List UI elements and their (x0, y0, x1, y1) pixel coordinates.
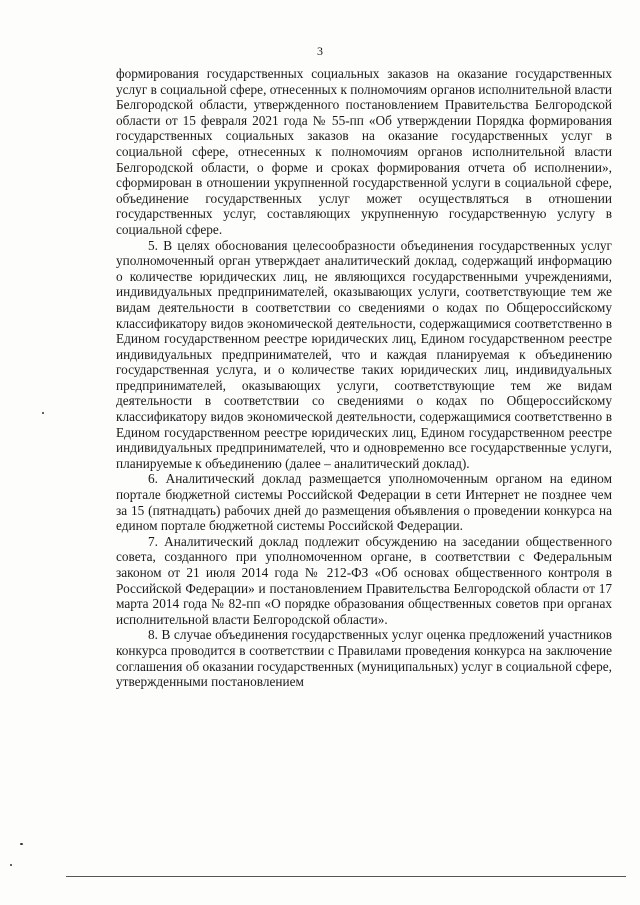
paragraph-8: 8. В случае объединения государственных услуг оценка предложений участников конкурса проводится в соответствии с Правилами проведения конкурса на заключение соглашения об оказании государственных (муниципальных) услуг в социальной сфере, утвержденными постановлением (116, 627, 612, 690)
scan-speck (42, 412, 44, 414)
page-number: 3 (317, 44, 323, 58)
paragraph-continuation: формирования государственных социальных заказов на оказание государственных услуг в социальной сфере, отнесенных к полномочиям органов исполнительной власти Белгородской области, утвержденного постановлением Правительства Белгородской области от 15 февраля 2021 года № 55-пп «Об утверждении Порядка формирования государственных социальных заказов на оказание государственных услуг в социальной сфере, отнесенных к полномочиям органов исполнительной власти Белгородской области, о форме и сроках формирования отчета об исполнении», сформирован в отношении укрупненной государственной услуги в социальной сфере, объединение государственных услуг может осуществляться в отношении государственных услуг, составляющих укрупненную государственную услугу в социальной сфере. (116, 66, 612, 237)
paragraph-5: 5. В целях обоснования целесообразности объединения государственных услуг уполномоченный орган утверждает аналитический доклад, содержащий информацию о количестве юридических лиц, не являющихся государственными учреждениями, индивидуальных предпринимателей, оказывающих услуги, соответствующие тем же видам деятельности в соответствии со сведениями о кодах по Общероссийскому классификатору видов экономической деятельности, содержащимися соответственно в Едином государственном реестре юридических лиц, Едином государственном реестре индивидуальных предпринимателей, что и каждая планируемая к объединению государственная услуга, и о количестве таких юридических лиц, индивидуальных предпринимателей, оказывающих услуги, соответствующие тем же видам деятельности в соответствии со сведениями о кодах по Общероссийскому классификатору видов экономической деятельности, содержащимися соответственно в Едином государственном реестре юридических лиц, Едином государственном реестре индивидуальных предпринимателей, что и одновременно все государственные услуги, планируемые к объединению (далее – аналитический доклад). (116, 237, 612, 471)
footer-rule (66, 876, 626, 877)
scan-speck (10, 864, 12, 866)
paragraph-7: 7. Аналитический доклад подлежит обсуждению на заседании общественного совета, созданного при уполномоченном органе, в соответствии с Федеральным законом от 21 июля 2014 года № 212-ФЗ «Об основах общественного контроля в Российской Федерации» и постановлением Правительства Белгородской области от 17 марта 2014 года № 82-пп «О порядке образования общественных советов при органах исполнительной власти Белгородской области». (116, 533, 612, 627)
paragraph-6: 6. Аналитический доклад размещается уполномоченным органом на едином портале бюджетной системы Российской Федерации в сети Интернет не позднее чем за 15 (пятнадцать) рабочих дней до размещения объявления о проведении конкурса на едином портале бюджетной системы Российской Федерации. (116, 471, 612, 534)
scan-speck (20, 843, 23, 845)
document-body (116, 66, 612, 690)
